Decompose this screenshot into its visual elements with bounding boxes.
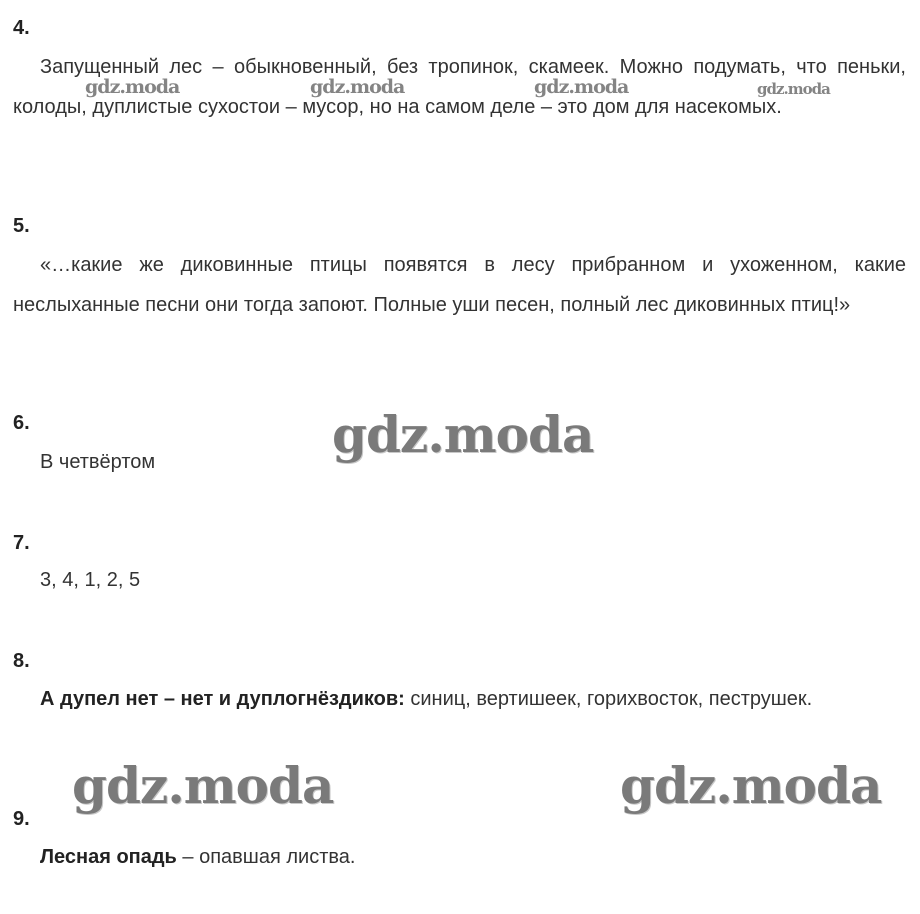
task-number-8: 8. <box>13 650 30 672</box>
watermark-logo: gdz.moda <box>72 756 334 815</box>
task-number-6: 6. <box>13 412 30 434</box>
task-number-9: 9. <box>13 808 30 830</box>
task-answer-8 <box>13 680 906 720</box>
task-number-4: 4. <box>13 17 30 39</box>
task-answer-5: «…какие же диковинные птицы появятся в лесу прибранном и ухоженном, какие неслыханные песни они тогда запоют. Полные уши песен, полный лес диковинных птиц!» <box>13 254 906 316</box>
task-answer-9-rest: – опавшая листва. <box>176 846 356 868</box>
task-answer-6: В четвёртом <box>40 451 156 473</box>
watermark-logo: gdz.moda <box>85 76 180 98</box>
task-number-5: 5. <box>13 215 30 237</box>
task-answer-7: 3, 4, 1, 2, 5 <box>40 569 141 591</box>
watermark-logo: gdz.moda <box>534 76 629 98</box>
task-answer-9 <box>13 838 906 878</box>
task-answer-4: Запущенный лес – обыкновенный, без тропинок, скамеек. Можно подумать, что пеньки, колоды, дуплистые сухостои – мусор, но на самом деле – это дом для насекомых. <box>13 56 906 118</box>
watermark-logo: gdz.moda <box>332 405 594 464</box>
watermark-logo: gdz.moda <box>310 76 405 98</box>
watermark-logo: gdz.moda <box>757 80 830 98</box>
task-answer-9-bold: Лесная опадь <box>40 846 177 868</box>
watermark-logo: gdz.moda <box>620 756 882 815</box>
task-number-7: 7. <box>13 532 30 554</box>
task-answer-8-bold: А дупел нет – нет и дуплогнёздиков: <box>40 688 405 710</box>
task-answer-8-rest: синиц, вертишеек, горихвосток, пеструшек. <box>404 688 813 710</box>
